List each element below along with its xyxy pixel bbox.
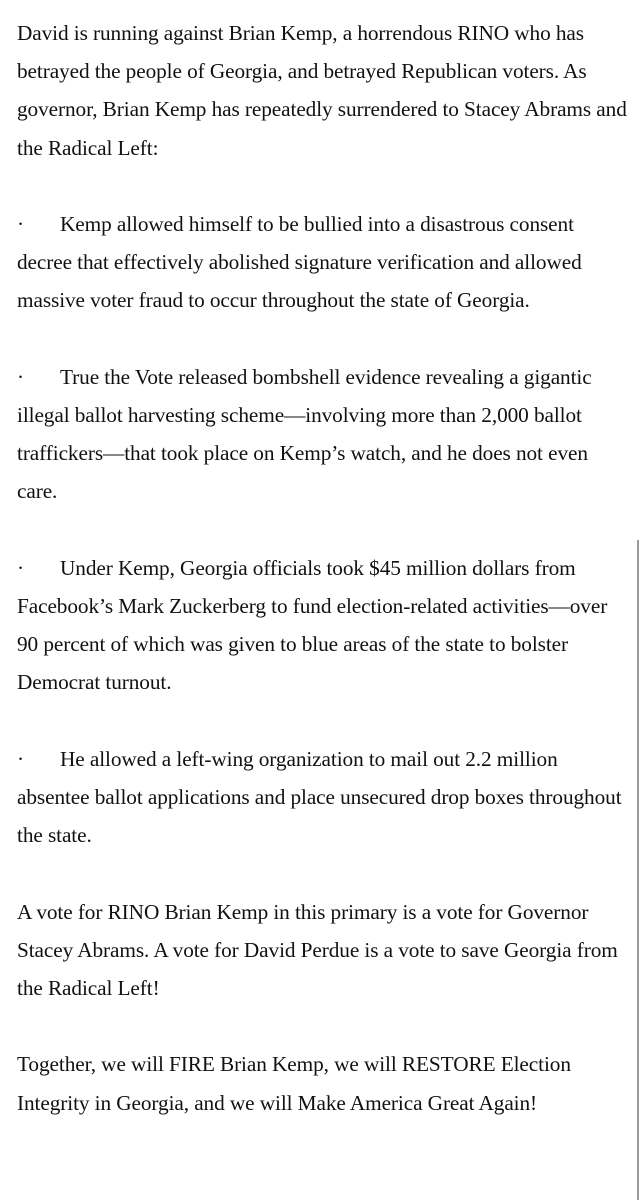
intro-paragraph: David is running against Brian Kemp, a horrendous RINO who has betrayed the people of Georgia, and betrayed Republican voters. As governor, Brian Kemp has repeatedly surrendered to Stacey Abrams and the Radical Left:: [17, 21, 627, 160]
bullet-item: [17, 358, 629, 511]
bullet-item: [17, 549, 629, 702]
final-paragraph: Together, we will FIRE Brian Kemp, we will RESTORE Election Integrity in Georgia, and we will Make America Great Again!: [17, 1052, 571, 1115]
bullet-mark: ·: [17, 746, 24, 771]
bullet-text: He allowed a left-wing organization to mail out 2.2 million absentee ballot applications and place unsecured drop boxes throughout the state.: [17, 746, 622, 848]
bullet-item: [17, 205, 629, 320]
bullet-text: Under Kemp, Georgia officials took $45 million dollars from Facebook’s Mark Zuckerberg to fund election-related activities—over 90 percent of which was given to blue areas of the state to bolster Democrat turnout.: [17, 555, 608, 695]
bullet-text: True the Vote released bombshell evidence revealing a gigantic illegal ballot harvesting scheme—involving more than 2,000 ballot traffickers—that took place on Kemp’s watch, and he does not even care.: [17, 364, 592, 504]
closing-paragraph: A vote for RINO Brian Kemp in this primary is a vote for Governor Stacey Abrams. A vote for David Perdue is a vote to save Georgia from the Radical Left!: [17, 899, 618, 1000]
bullet-text: Kemp allowed himself to be bullied into a disastrous consent decree that effectively abolished signature verification and allowed massive voter fraud to occur throughout the state of Georgia.: [17, 212, 582, 313]
document-body: [17, 14, 629, 1160]
bullet-mark: ·: [17, 212, 24, 236]
bullet-mark: ·: [17, 364, 24, 389]
bullet-item: [17, 740, 629, 855]
bullet-mark: ·: [17, 555, 24, 580]
